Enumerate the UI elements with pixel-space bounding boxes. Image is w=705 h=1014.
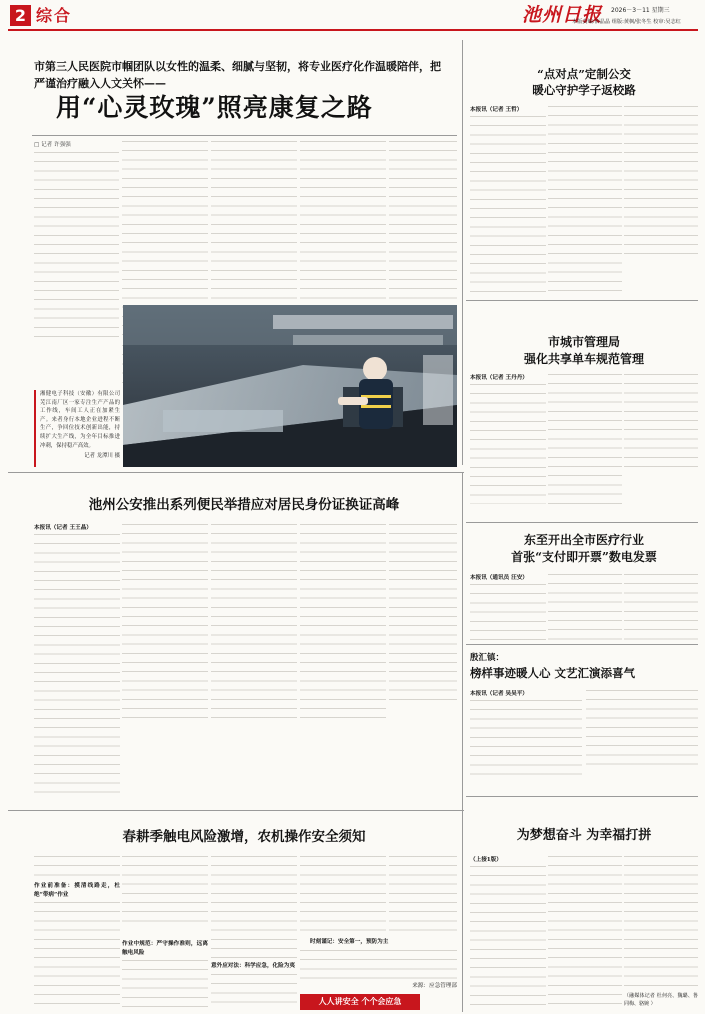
farm-safety-column-intro: [34, 856, 120, 880]
bus-headline: “点对点”定制公交 暖心守护学子返校路: [532, 67, 636, 97]
lead-column-1: [34, 152, 119, 342]
idcard-headline: 池州公安推出系列便民举措应对居民身份证换证高峰: [88, 497, 400, 513]
masthead-rule: [8, 29, 698, 31]
yinhui-column-1: [470, 700, 582, 778]
farm-safety-column-2b: [122, 960, 208, 1010]
dream-column-2: [548, 856, 622, 1010]
farm-safety-column-3b: [211, 974, 297, 1010]
bikes-byline: 本报讯（记者 王丹丹）: [470, 375, 528, 381]
farm-safety-column-1: [34, 902, 120, 1010]
photo-credit: 记者 龙潭川 摄: [84, 453, 120, 459]
farm-safety-column-6: [300, 950, 457, 980]
yinhui-headline: 榜样事迹暖人心 文艺汇演添喜气: [470, 666, 636, 680]
section-name: 综合: [36, 6, 73, 25]
dream-byline: （上接1版）: [470, 857, 502, 863]
lead-kicker: 市第三人民医院市帼团队以女性的温柔、细腻与坚韧，将专业医疗化作温暖陪伴，把严谨治疗融入人文关怀——: [34, 60, 441, 90]
idcard-byline: 本报讯（记者 王王晶）: [34, 525, 92, 531]
safety-slogan: 人人讲安全 个个会应急: [318, 997, 402, 1006]
yinhui-divider: [466, 796, 698, 797]
photo-caption-box: [34, 390, 120, 467]
invoice-byline: 本报讯（通讯员 汪安）: [470, 575, 528, 581]
mid-top-rule: [8, 472, 464, 473]
idcard-column-1: [34, 534, 120, 798]
farm-safety-sub3: 意外应对法：科学应急，化险为夷: [211, 963, 295, 969]
invoice-column-2: [548, 574, 622, 640]
mid-bottom-rule: [8, 810, 464, 811]
idcard-column-3: [211, 524, 297, 724]
editor-credits: 本版责编:佰晶晶 组版:黄枫/张冬生 校审:吴志红: [572, 19, 681, 25]
bikes-headline: 市城市管理局 强化共享单车规范管理: [523, 335, 644, 366]
date-line: 2026－3－11 星期三: [611, 7, 670, 14]
bus-column-3: [624, 106, 698, 258]
mid-right-rule: [462, 472, 463, 1012]
farm-safety-headline: 春耕季触电风险激增，农机操作安全须知: [122, 829, 366, 845]
invoice-headline: 东至开出全市医疗行业 首张“支付即开票”数电发票: [511, 533, 657, 564]
lead-column-5: [389, 141, 457, 301]
bikes-column-1: [470, 384, 546, 504]
right-column-rule: [462, 40, 463, 465]
newspaper-logo: 池州日报: [522, 4, 603, 26]
farm-safety-sub1: 作业前准备：摸清线路走，杜绝“带病”作业: [34, 883, 120, 899]
farm-safety-column-2a: [122, 856, 208, 926]
dream-credit: （融媒体记者 杜何亮、魏璐、鲁同梅、骆婉 ）: [624, 993, 698, 1007]
bus-column-2: [548, 106, 622, 294]
idcard-column-5: [389, 524, 457, 708]
bikes-column-3: [624, 374, 698, 470]
invoice-divider: [466, 644, 698, 645]
bus-column-1: [470, 116, 546, 294]
farm-safety-sub2: 作业中规范：严守操作准则，远离触电风险: [122, 941, 208, 957]
lead-column-4: [300, 141, 386, 301]
factory-photo: [123, 305, 457, 467]
idcard-column-4: [300, 524, 386, 724]
page-number: 2: [14, 6, 27, 25]
yinhui-kicker: 殷汇镇：: [470, 653, 505, 663]
farm-safety-credit: 来源：应急管理部: [412, 983, 457, 989]
farm-safety-column-4: [300, 856, 386, 936]
dream-column-1: [470, 866, 546, 1010]
lead-divider: [32, 135, 457, 136]
dream-headline: 为梦想奋斗 为幸福打拼: [516, 828, 652, 843]
lead-headline: 用“心灵玫瑰”照亮康复之路: [56, 93, 373, 122]
idcard-column-2: [122, 524, 208, 724]
yinhui-column-2: [586, 690, 698, 770]
bikes-column-2: [548, 374, 622, 506]
farm-safety-sub4: 时刻谨记：安全第一，预防为主: [310, 939, 389, 945]
invoice-column-3: [624, 574, 698, 640]
bus-byline: 本报讯（记者 王哲）: [470, 107, 523, 113]
lead-byline: □ 记者 许强强: [34, 142, 71, 148]
bus-divider: [466, 300, 698, 301]
photo-caption: 湘健电子科技（安徽）有限公司芜江南厂区一家专注生产产品的工作线，车间工人正在加紧生产。来者身行本地企业进程不断生产，争回位技术创新出能，持续扩大生产线，为全年目标推进冲刺，保持稳产高效。: [40, 391, 120, 449]
bikes-divider: [466, 522, 698, 523]
yinhui-byline: 本报讯（记者 吴吴平）: [470, 691, 528, 697]
farm-safety-column-3a: [211, 856, 297, 960]
dream-column-3: [624, 856, 698, 990]
invoice-column-1: [470, 584, 546, 640]
farm-safety-column-5: [389, 856, 457, 936]
